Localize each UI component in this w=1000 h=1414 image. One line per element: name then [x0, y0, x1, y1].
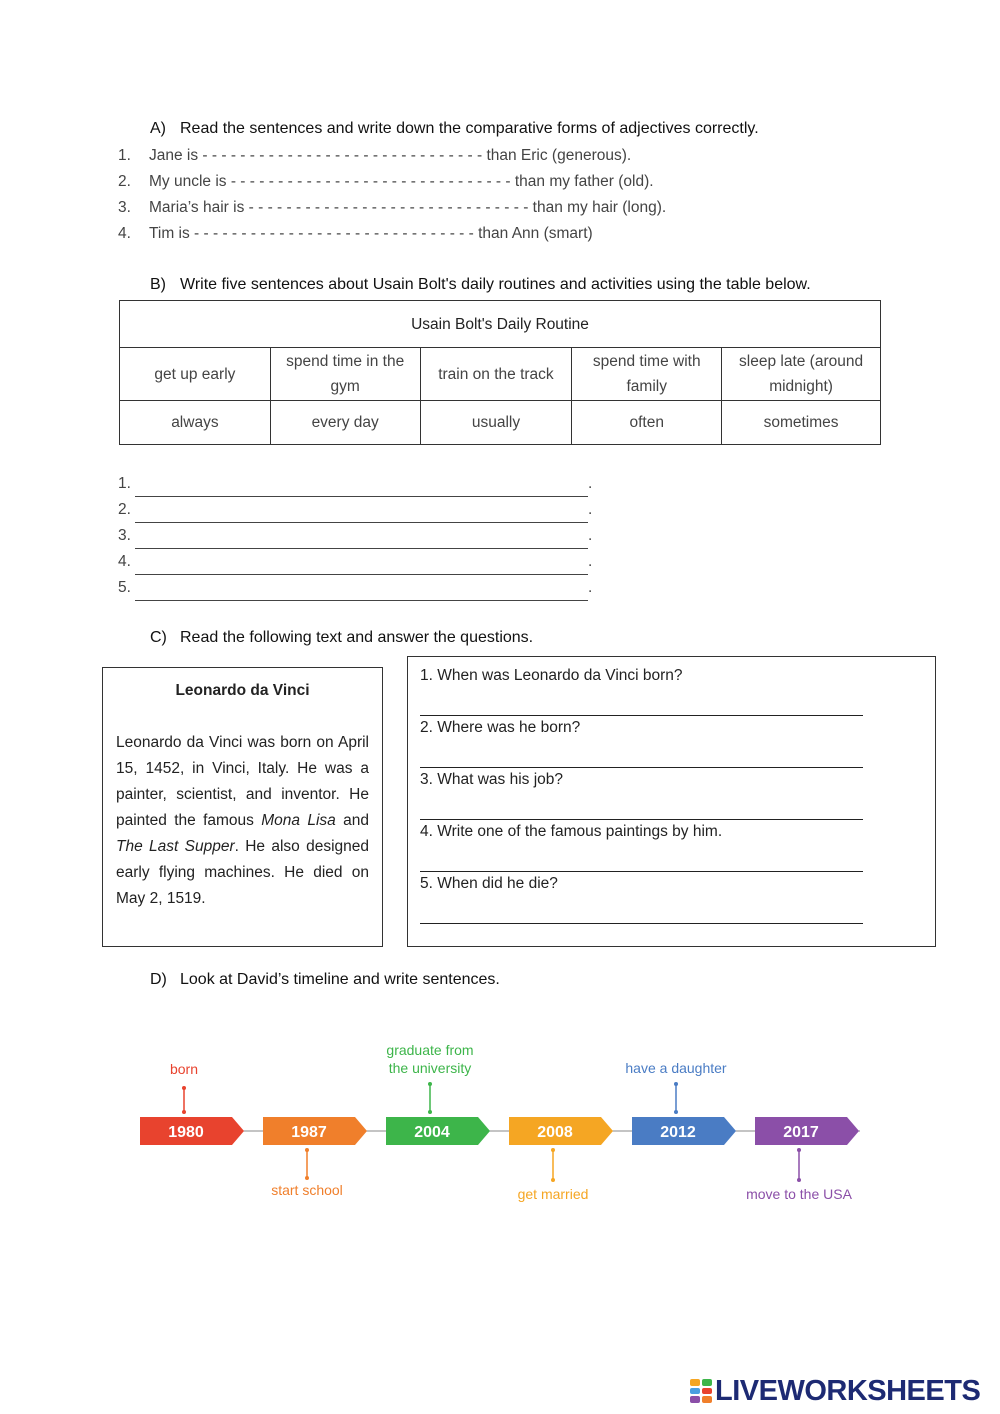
line-period: .	[587, 553, 593, 570]
section-b-letter: B)	[150, 276, 166, 293]
answer-line-row	[118, 471, 592, 497]
answer-line[interactable]	[135, 583, 588, 601]
year-label: 2017	[783, 1124, 819, 1141]
item-text: My uncle is - - - - - - - - - - - - - - - - - - - - - - - - - - - - - - than my father (old).	[149, 173, 654, 190]
frequency-cell: every day	[270, 401, 420, 445]
section-b-heading-text: Write five sentences about Usain Bolt's daily routines and activities using the table below.	[180, 276, 811, 293]
question: 4. Write one of the famous paintings by him.	[420, 823, 723, 840]
year-label: 1987	[291, 1124, 327, 1141]
event-label-move-usa: move to the USA	[746, 1186, 852, 1202]
line-period: .	[587, 475, 593, 492]
answer-line[interactable]	[420, 844, 863, 872]
section-c-letter: C)	[150, 629, 167, 646]
answer-line[interactable]	[420, 688, 863, 716]
answer-line-row	[118, 549, 592, 575]
questions-box	[407, 656, 936, 947]
event-label-start-school: start school	[271, 1182, 343, 1198]
routine-table	[119, 300, 881, 445]
event-label-graduate: graduate from the university	[386, 1042, 474, 1076]
line-number: 3.	[118, 527, 131, 544]
section-a-list	[118, 143, 666, 247]
answer-line[interactable]	[135, 531, 588, 549]
line-number: 4.	[118, 553, 131, 570]
list-item	[118, 195, 666, 221]
section-c-heading	[150, 629, 533, 647]
logo-icon	[690, 1379, 712, 1403]
item-text: Jane is - - - - - - - - - - - - - - - - - - - - - - - - - - - - - - than Eric (generous).	[149, 147, 632, 164]
reading-text-part: . He also designed early flying machines. He died on May 2, 1519.	[116, 838, 369, 907]
activity-cell: get up early	[120, 348, 271, 401]
question: 5. When did he die?	[420, 875, 558, 892]
answer-line[interactable]	[420, 792, 863, 820]
event-label-born: born	[169, 1061, 199, 1077]
logo-text: LIVEWORKSHEETS	[715, 1374, 981, 1407]
answer-line[interactable]	[135, 505, 588, 523]
section-d-heading-text: Look at David’s timeline and write sentences.	[180, 971, 500, 988]
frequency-row	[120, 401, 881, 445]
reading-title: Leonardo da Vinci	[175, 682, 310, 699]
david-timeline	[130, 1020, 890, 1220]
question: 3. What was his job?	[420, 771, 564, 788]
reading-box	[102, 667, 383, 947]
table-title: Usain Bolt's Daily Routine	[120, 301, 881, 348]
reading-text-part: and	[335, 812, 369, 829]
frequency-cell: often	[572, 401, 722, 445]
line-period: .	[587, 527, 593, 544]
list-item	[118, 169, 666, 195]
question: 1. When was Leonardo da Vinci born?	[420, 667, 683, 684]
year-label: 2004	[414, 1124, 450, 1141]
section-b-answer-lines	[118, 471, 592, 601]
item-number: 3.	[118, 199, 131, 216]
activity-row	[120, 348, 881, 401]
frequency-cell: always	[120, 401, 271, 445]
section-a-heading-text: Read the sentences and write down the comparative forms of adjectives correctly.	[180, 120, 759, 137]
list-item	[118, 221, 666, 247]
answer-line[interactable]	[420, 896, 863, 924]
reading-text-part: Leonardo da Vinci was born on April 15, 1452, in Vinci, Italy. He was a painter, scientist, and inventor. He painted the famous	[116, 734, 369, 829]
item-number: 4.	[118, 225, 131, 242]
frequency-cell: usually	[420, 401, 572, 445]
line-number: 1.	[118, 475, 131, 492]
answer-line-row	[118, 575, 592, 601]
line-number: 2.	[118, 501, 131, 518]
line-number: 5.	[118, 579, 131, 596]
section-b-heading	[150, 276, 811, 294]
reading-text	[116, 730, 369, 912]
section-a-heading	[150, 120, 759, 138]
activity-cell: spend time with family	[572, 348, 722, 401]
year-label: 1980	[168, 1124, 204, 1141]
painting-title: The Last Supper	[116, 838, 235, 855]
line-period: .	[587, 501, 593, 518]
question: 2. Where was he born?	[420, 719, 581, 736]
item-number: 1.	[118, 147, 131, 164]
answer-line[interactable]	[420, 740, 863, 768]
year-label: 2012	[660, 1124, 696, 1141]
answer-line[interactable]	[135, 557, 588, 575]
liveworksheets-logo	[690, 1375, 980, 1407]
answer-line-row	[118, 523, 592, 549]
event-label-get-married: get married	[517, 1186, 589, 1202]
item-text: Tim is - - - - - - - - - - - - - - - - - - - - - - - - - - - - - - than Ann (smart)	[149, 225, 593, 242]
section-d-letter: D)	[150, 971, 167, 988]
list-item	[118, 143, 666, 169]
year-label: 2008	[537, 1124, 573, 1141]
item-text: Maria’s hair is - - - - - - - - - - - - - - - - - - - - - - - - - - - - - - than my hair (long).	[149, 199, 667, 216]
painting-title: Mona Lisa	[261, 812, 336, 829]
item-number: 2.	[118, 173, 131, 190]
section-a-letter: A)	[150, 120, 166, 137]
section-c-heading-text: Read the following text and answer the questions.	[180, 629, 534, 646]
section-d-heading	[150, 971, 500, 989]
frequency-cell: sometimes	[722, 401, 881, 445]
line-period: .	[587, 579, 593, 596]
activity-cell: train on the track	[420, 348, 572, 401]
activity-cell: spend time in the gym	[270, 348, 420, 401]
event-label-have-daughter: have a daughter	[625, 1060, 727, 1076]
answer-line-row	[118, 497, 592, 523]
answer-line[interactable]	[135, 479, 588, 497]
activity-cell: sleep late (around midnight)	[722, 348, 881, 401]
